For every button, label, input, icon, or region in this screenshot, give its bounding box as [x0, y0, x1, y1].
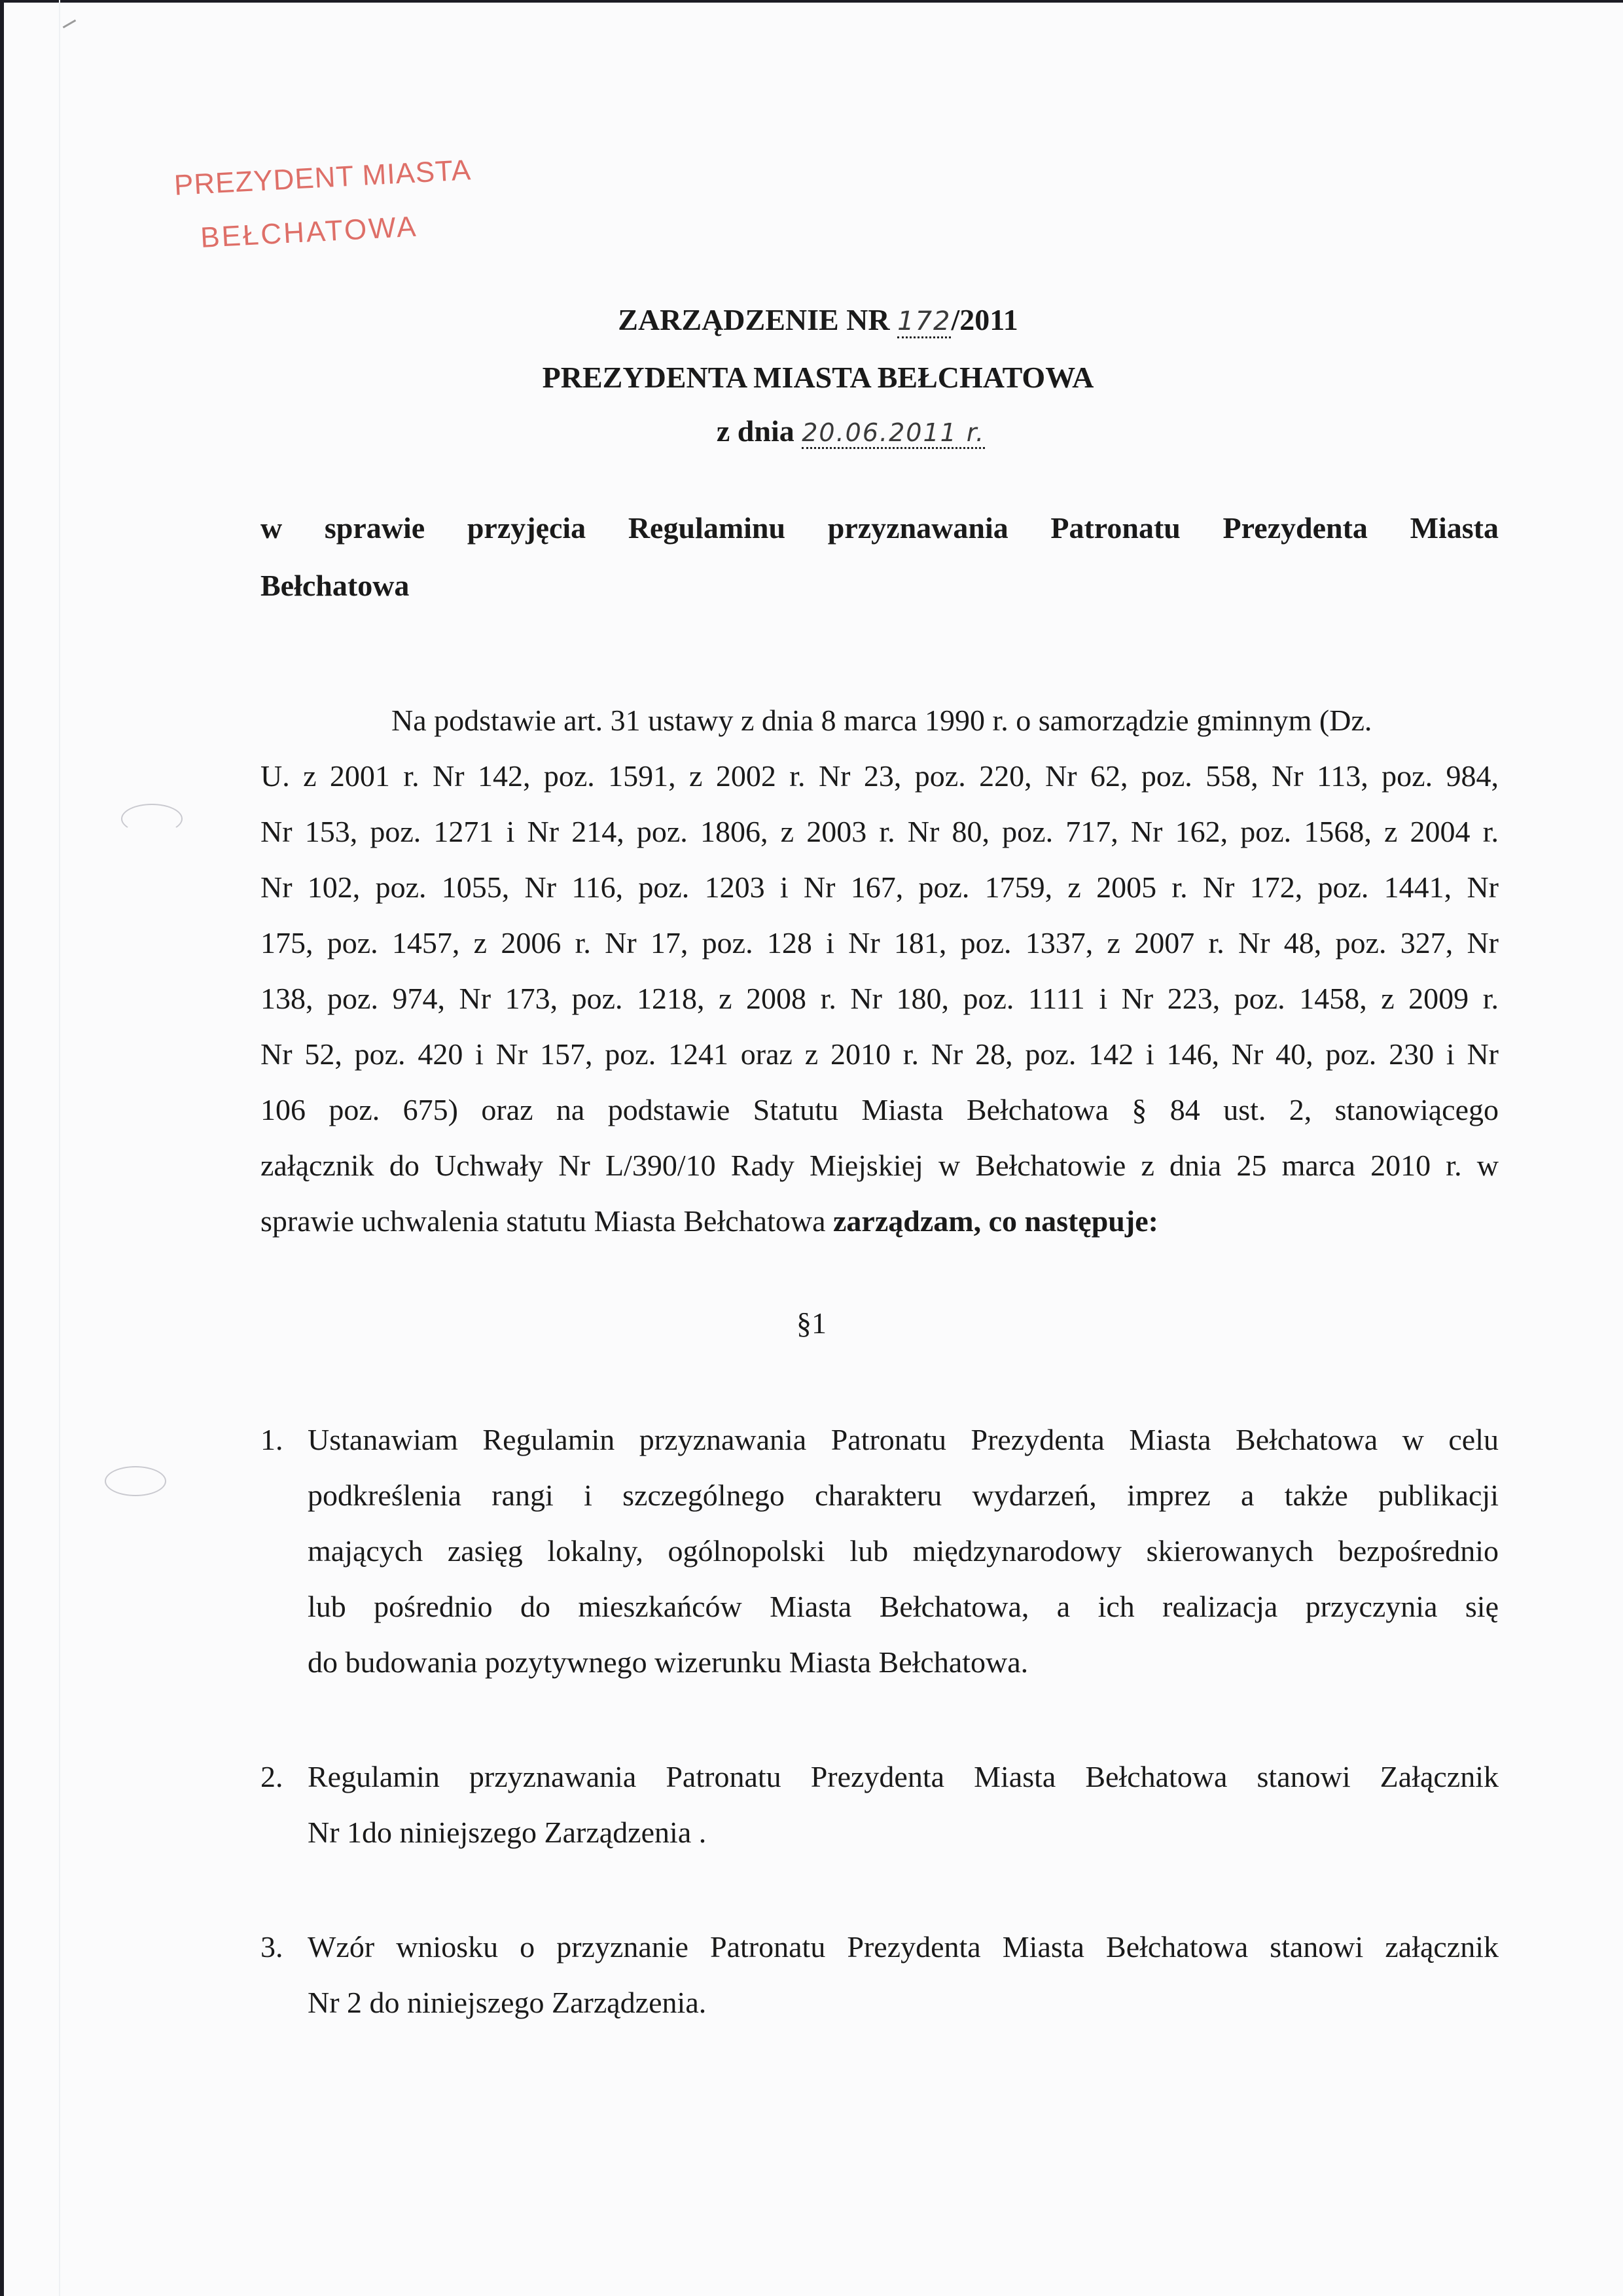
item-line: Regulamin przyznawania Patronatu Prezydenta Miasta Bełchatowa stanowi Załącznik: [308, 1760, 1499, 1793]
preamble-last-regular: sprawie uchwalenia statutu Miasta Bełchatowa: [260, 1204, 833, 1238]
subject-line-1: w sprawie przyjęcia Regulaminu przyznawania Patronatu Prezydenta Miasta: [260, 511, 1499, 545]
title-prefix: ZARZĄDZENIE NR: [618, 303, 898, 336]
preamble-last-line: [260, 1206, 1158, 1236]
item-number: 1.: [260, 1423, 283, 1456]
item-number: 2.: [260, 1760, 283, 1793]
handwritten-number: 172: [897, 306, 951, 338]
item-line: mających zasięg lokalny, ogólnopolski lub międzynarodowy skierowanych bezpośrednio: [308, 1534, 1499, 1568]
subject-line-2: Bełchatowa: [260, 569, 410, 602]
item-line: lub pośrednio do mieszkańców Miasta Bełchatowa, a ich realizacja przyczynia się: [308, 1590, 1499, 1623]
issuer-title: PREZYDENTA MIASTA BEŁCHATOWA: [542, 361, 1094, 394]
document-title: [0, 302, 1623, 337]
punch-hole-mark: [105, 1466, 166, 1496]
enactment-phrase: zarządzam, co następuje:: [833, 1204, 1158, 1238]
handwritten-date: 20.06.2011 r.: [802, 418, 985, 449]
corner-mark: [63, 20, 77, 29]
item-line: Nr 1do niniejszego Zarządzenia .: [308, 1816, 707, 1849]
item-line: do budowania pozytywnego wizerunku Miasta Bełchatowa.: [308, 1645, 1029, 1679]
scan-edge-top: [0, 0, 1623, 3]
preamble-line: Nr 153, poz. 1271 i Nr 214, poz. 1806, z 2003 r. Nr 80, poz. 717, Nr 162, poz. 1568, z 2004 r.: [260, 815, 1499, 848]
preamble-line: 138, poz. 974, Nr 173, poz. 1218, z 2008 r. Nr 180, poz. 1111 i Nr 223, poz. 1458, z 2009 r.: [260, 982, 1499, 1015]
preamble-line: Nr 102, poz. 1055, Nr 116, poz. 1203 i Nr 167, poz. 1759, z 2005 r. Nr 172, poz. 1441, Nr: [260, 870, 1499, 904]
punch-hole-mark: [121, 804, 183, 834]
stamp-line-2: BEŁCHATOWA: [200, 210, 419, 254]
preamble-line: Na podstawie art. 31 ustawy z dnia 8 marca 1990 r. o samorządzie gminnym (Dz.: [391, 704, 1372, 737]
item-line: Ustanawiam Regulamin przyznawania Patronatu Prezydenta Miasta Bełchatowa w celu: [308, 1423, 1499, 1456]
item-line: Nr 2 do niniejszego Zarządzenia.: [308, 1986, 707, 2019]
stamp-line-1: PREZYDENT MIASTA: [173, 154, 473, 202]
preamble-line: 175, poz. 1457, z 2006 r. Nr 17, poz. 128 i Nr 181, poz. 1337, z 2007 r. Nr 48, poz. 327, Nr: [260, 926, 1499, 960]
preamble-line: załącznik do Uchwały Nr L/390/10 Rady Miejskiej w Bełchatowie z dnia 25 marca 2010 r. w: [260, 1149, 1499, 1182]
scan-edge-left: [0, 0, 4, 2296]
item-number: 3.: [260, 1930, 283, 1964]
preamble-line: U. z 2001 r. Nr 142, poz. 1591, z 2002 r. Nr 23, poz. 220, Nr 62, poz. 558, Nr 113, poz. 984,: [260, 759, 1499, 793]
item-line: Wzór wniosku o przyznanie Patronatu Prezydenta Miasta Bełchatowa stanowi załącznik: [308, 1930, 1499, 1964]
preamble-line: Nr 52, poz. 420 i Nr 157, poz. 1241 oraz z 2010 r. Nr 28, poz. 142 i 146, Nr 40, poz. 230 i Nr: [260, 1037, 1499, 1071]
scan-fold-line: [59, 0, 60, 2296]
date-prefix: z dnia: [716, 414, 802, 448]
document-date: [0, 414, 1623, 448]
item-line: podkreślenia rangi i szczególnego charakteru wydarzeń, imprez a także publikacji: [308, 1479, 1499, 1512]
section-mark: §1: [796, 1306, 827, 1340]
preamble-line: 106 poz. 675) oraz na podstawie Statutu Miasta Bełchatowa § 84 ust. 2, stanowiącego: [260, 1093, 1499, 1126]
title-suffix: /2011: [951, 303, 1018, 336]
